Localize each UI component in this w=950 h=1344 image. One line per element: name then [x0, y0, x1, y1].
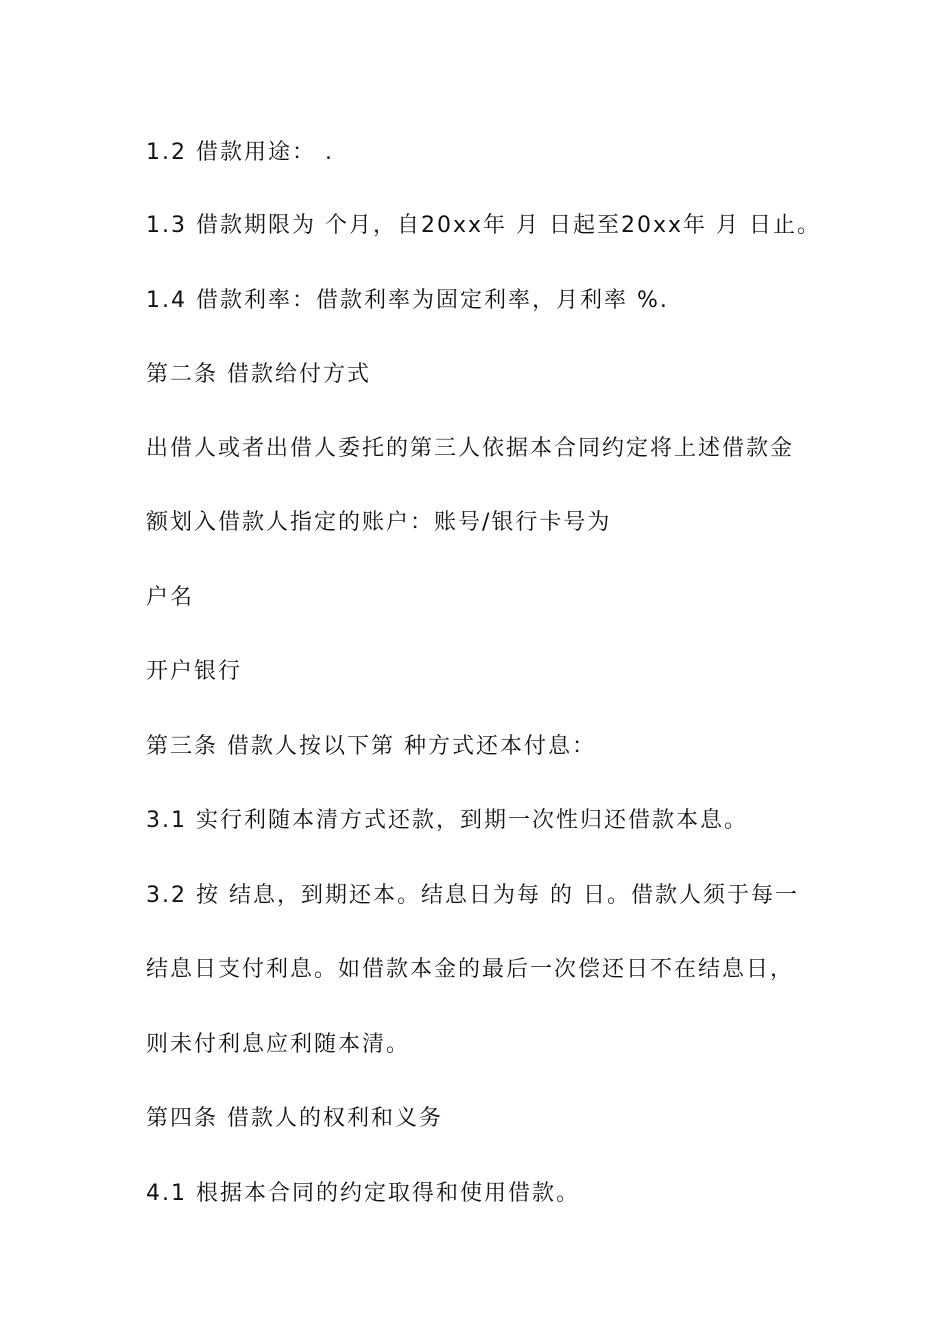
- article-2-heading: 第二条 借款给付方式: [146, 362, 371, 387]
- account-name-label: 户名: [146, 585, 195, 610]
- clause-1-2-loan-purpose: 1.2 借款用途： .: [146, 140, 334, 165]
- clause-3-2-line-3: 则未付利息应利随本清。: [146, 1032, 411, 1057]
- article-4-heading: 第四条 借款人的权利和义务: [146, 1106, 443, 1131]
- clause-3-2-line-1: 3.2 按 结息，到期还本。结息日为每 的 日。借款人须于每一: [146, 883, 799, 908]
- article-2-paragraph-line-1: 出借人或者出借人委托的第三人依据本合同约定将上述借款金: [146, 436, 795, 461]
- clause-1-4-interest-rate: 1.4 借款利率：借款利率为固定利率，月利率 %.: [146, 288, 669, 313]
- bank-name-label: 开户银行: [146, 659, 243, 684]
- clause-4-1: 4.1 根据本合同的约定取得和使用借款。: [146, 1181, 580, 1206]
- article-3-heading: 第三条 借款人按以下第 种方式还本付息：: [146, 734, 596, 759]
- article-2-paragraph-line-2: 额划入借款人指定的账户：账号/银行卡号为: [146, 510, 612, 535]
- clause-3-2-line-2: 结息日支付利息。如借款本金的最后一次偿还日不在结息日，: [146, 957, 795, 982]
- clause-1-3-loan-term: 1.3 借款期限为 个月，自20xx年 月 日起至20xx年 月 日止。: [146, 213, 822, 238]
- clause-3-1: 3.1 实行利随本清方式还款，到期一次性归还借款本息。: [146, 808, 748, 833]
